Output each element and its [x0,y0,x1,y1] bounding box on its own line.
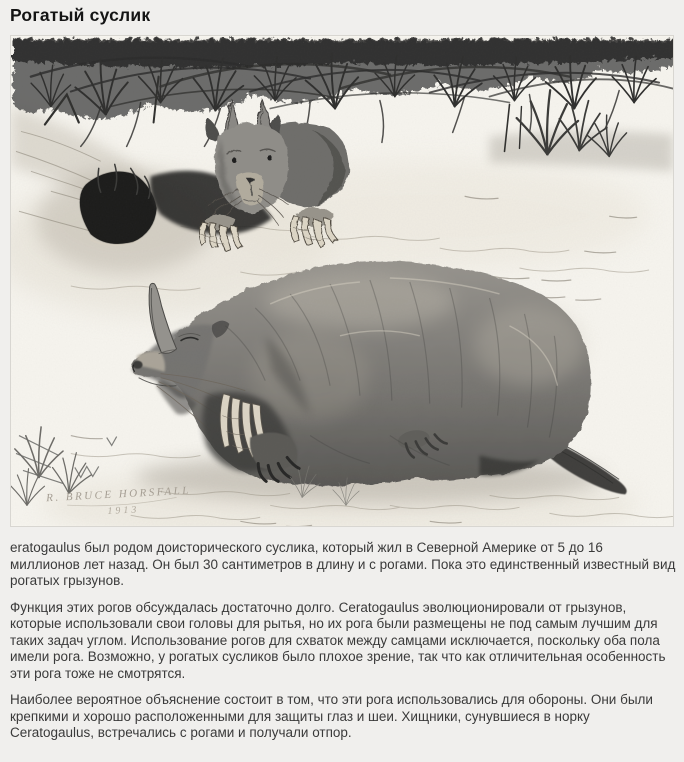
article-text [10,540,676,742]
paragraph-3: Наиболее вероятное объяснение состоит в том, что эти рога использовались для обороны. Они были крепкими и хорошо расположенными для защиты глаз и шеи. Хищники, сунувшиеся в норку Ceratogaulus, встречались с рогами и получали отпор. [10,692,653,740]
page-title: Рогатый суслик [10,5,151,25]
ceratogaulus-illustration [10,35,674,527]
paper-grain [11,37,673,526]
paragraph-1: eratogaulus был родом доисторического суслика, который жил в Северной Америке от 5 до 16 миллионов лет назад. Он был 30 сантиметров в длину и с рогами. Пока это единственный известный вид рогатых грызунов. [10,540,676,588]
paragraph-2: Функция этих рогов обсуждалась достаточно долго. Ceratogaulus эволюционировали от грызунов, которые использовали свои головы для рытья, но их рога были размещены не под самым лучшим для таких задач углом. Использование рогов для схваток между самцами исключается, поскольку оба пола имели рога. Возможно, у рогатых сусликов было плохое зрение, так что как отличительная особенность эти рога тоже не смотрятся. [10,599,666,681]
illustration-figure [10,35,674,527]
